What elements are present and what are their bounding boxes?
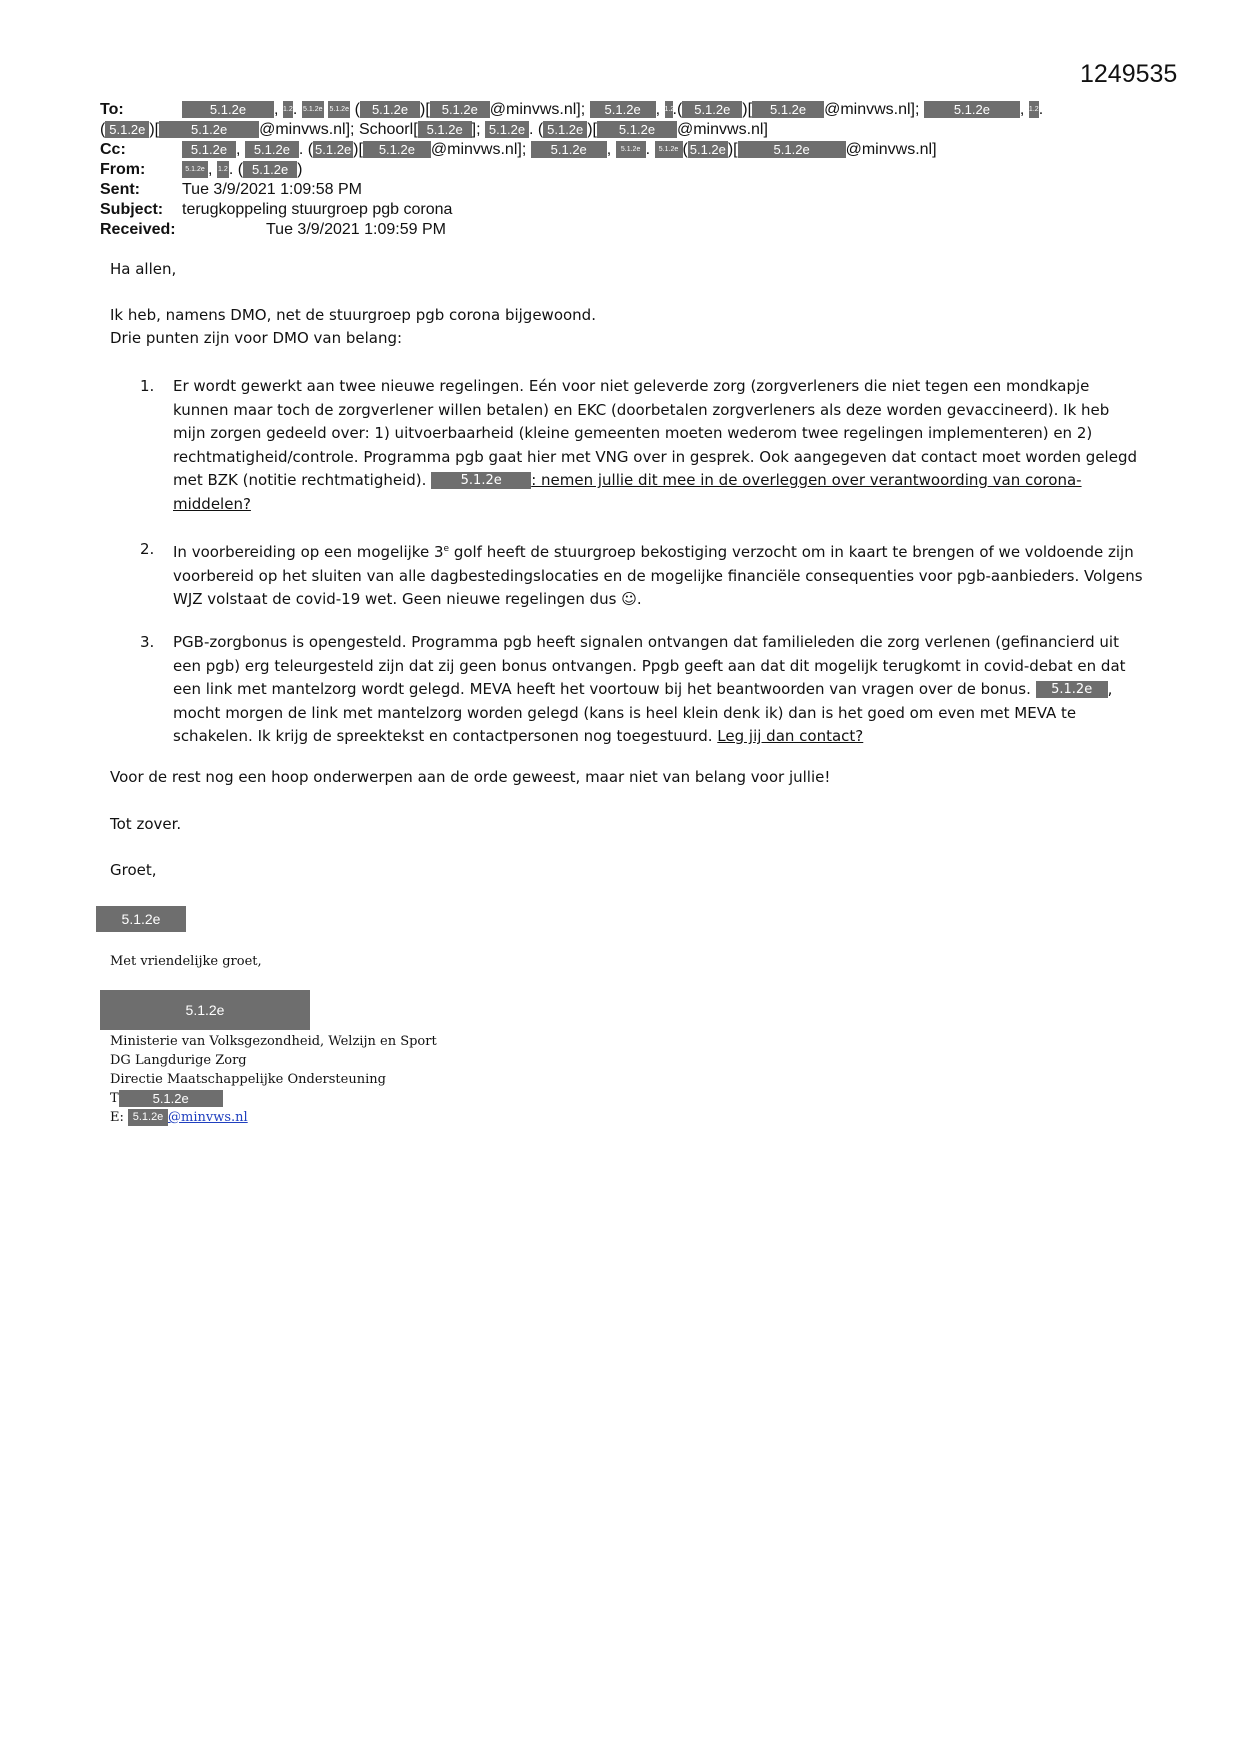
redaction-block: 5.1.2e — [430, 101, 490, 118]
email-domain: @minvws.nl]; — [489, 101, 586, 118]
list-item-text-a: Er wordt gewerkt aan twee nieuwe regelingen. Eén voor niet geleverde zorg (zorgverleners die niet tegen een mondkapje kunnen maar toch de zorgverlener willen betalen) en EKC (doorbetalen zorgverleners als deze worden gevaccineerd). Ik heb mijn zorgen gedeeld over: 1) uitvoerbaarheid (kleine gemeenten moeten wederom twee regelingen implementeren) en 2) rechtmatigheid/controle. Programma pgb gaat hier met VNG over in gesprek. Ook aangegeven dat contact moet worden gelegd met BZK (notitie rechtmatigheid). — [173, 377, 1137, 489]
sent-value: Tue 3/9/2021 1:09:58 PM — [182, 181, 362, 198]
redaction-block: 1.2 — [665, 101, 673, 118]
list-number: 2. — [140, 540, 155, 558]
to-recipients-2: ( 5.1.2e )[ 5.1.2e @minvws.nl]; Schoorl[ 5.1.2e ]; 5.1.2e . ( 5.1.2e )[ 5.1.2e @minvws.nl] — [100, 121, 768, 138]
list-item-text — [173, 631, 1143, 749]
redaction-block: 1.2 — [283, 101, 293, 118]
redaction-block: 5.1.2e — [119, 1090, 223, 1107]
redaction-block: 5.1.2e — [363, 141, 431, 158]
redaction-block: 5.1.2e — [159, 121, 259, 138]
phone-label: T — [110, 1091, 119, 1106]
redaction-block: 5.1.2e — [616, 141, 646, 158]
redaction-block: 5.1.2e — [689, 142, 726, 158]
redaction-block: 5.1.2e — [105, 121, 149, 138]
subject-label: Subject: — [100, 201, 164, 218]
to-recipients-1: 5.1.2e , 1.2. 5.1.2e 5.1.2e ( 5.1.2e )[ 5.1.2e @minvws.nl]; 5.1.2e , 1.2.( 5.1.2e )[ 5.1.2e @minvws.nl]; 5.1.2e , 1.2. — [182, 100, 1043, 120]
redaction-block: 5.1.2e — [682, 101, 742, 118]
rest-paragraph: Voor de rest nog een hoop onderwerpen aan de orde geweest, maar niet van belang voor jullie! — [110, 768, 831, 786]
list-item-text-a: In voorbereiding op een mogelijke 3 — [173, 543, 444, 561]
list-item-question: Leg jij dan contact? — [717, 727, 864, 745]
redaction-block: 5.1.2e — [1036, 681, 1108, 698]
document-number: 1249535 — [1080, 60, 1178, 88]
list-item-text-b: golf heeft de stuurgroep bekostiging verzocht om in kaart te brengen of we voldoende zijn voorbereid op het sluiten van alle dagbestedingslocaties en de mogelijke financiële consequenties voor pgb-aanbieders. Volgens WJZ volstaat de covid-19 wet. Geen nieuwe regelingen dus ☺. — [173, 543, 1143, 608]
signature-directie: Directie Maatschappelijke Ondersteuning — [110, 1072, 386, 1087]
redaction-block: 5.1.2e — [738, 141, 846, 158]
redaction-block: 5.1.2e — [924, 101, 1020, 118]
redaction-block: 5.1.2e — [182, 101, 274, 118]
from-sender: 5.1.2e , 1.2. ( 5.1.2e ) — [182, 160, 302, 180]
from-label: From: — [100, 161, 146, 178]
email-link[interactable]: @minvws.nl — [168, 1110, 248, 1125]
list-item-question: : nemen jullie dit mee in de overleggen over verantwoording van corona-middelen? — [173, 471, 1082, 513]
redaction-block: 5.1.2e — [315, 142, 352, 158]
cc-recipients: 5.1.2e , 5.1.2e . ( 5.1.2e )[ 5.1.2e @minvws.nl]; 5.1.2e , 5.1.2e . 5.1.2e ( 5.1.2e )[ 5.1.2e @minvws.nl] — [182, 140, 937, 160]
email-domain: @minvws.nl]; — [259, 121, 355, 138]
redaction-block: 5.1.2e — [543, 121, 587, 138]
list-number: 3. — [140, 633, 155, 651]
redaction-block: 5.1.2e — [182, 161, 208, 178]
recipient-name: Schoorl[ — [358, 121, 418, 138]
redaction-block: 5.1.2e — [182, 141, 236, 158]
sent-label: Sent: — [100, 181, 140, 198]
email-body-closing — [110, 766, 1140, 883]
list-item-text-b: , mocht morgen de link met mantelzorg worden gelegd (kans is heel klein denk ik) dan is het goed om even met MEVA te schakelen. Ik krijg de spreektekst en contactpersonen nog toegestuurd. — [173, 680, 1113, 745]
to-label: To: — [100, 101, 124, 118]
list-item-text — [173, 375, 1143, 516]
redaction-block: 5.1.2e — [485, 121, 529, 138]
list-number: 1. — [140, 377, 155, 395]
redaction-block: 5.1.2e — [590, 101, 656, 118]
redaction-block: 5.1.2e — [752, 101, 824, 118]
cc-label: Cc: — [100, 141, 126, 158]
redaction-block: 5.1.2e — [655, 141, 683, 158]
redaction-block: 1.2 — [1029, 101, 1039, 118]
tot-zover: Tot zover. — [110, 814, 182, 833]
signature-block — [110, 1032, 437, 1127]
subject-value: terugkoppeling stuurgroep pgb corona — [182, 201, 453, 218]
email-body-intro — [110, 258, 1140, 351]
signature-dg: DG Langdurige Zorg — [110, 1053, 247, 1068]
redaction-block: 5.1.2e — [531, 141, 607, 158]
email-domain: @minvws.nl]; — [824, 101, 920, 118]
signature-closing: Met vriendelijke groet, — [110, 954, 262, 969]
received-value: Tue 3/9/2021 1:09:59 PM — [266, 221, 446, 238]
received-label: Received: — [100, 221, 176, 238]
signature-email — [110, 1108, 437, 1127]
redaction-block: 5.1.2e — [328, 101, 350, 118]
redaction-block: 5.1.2e — [597, 121, 677, 138]
list-item-text — [173, 538, 1143, 612]
greeting: Ha allen, — [110, 260, 177, 278]
redaction-block: 1.2 — [217, 161, 229, 178]
email-domain: @minvws.nl] — [845, 141, 937, 158]
redaction-block: 5.1.2e — [245, 141, 299, 158]
redaction-block: 5.1.2e — [302, 101, 324, 118]
list-item-text-a: PGB-zorgbonus is opengesteld. Programma pgb heeft signalen ontvangen dat familieleden die zorg verlenen (gefinancierd uit een pgb) erg teleurgesteld zijn dat zij geen bonus ontvangen. Ppgb geeft aan dat dit mogelijk terugkomt in covid-debat en dat een link met mantelzorg wordt gelegd. MEVA heeft het voortouw bij het beantwoorden van vragen over de bonus. — [173, 633, 1126, 698]
signature-phone — [110, 1089, 437, 1108]
groet: Groet, — [110, 861, 157, 879]
redaction-block-signature: 5.1.2e — [100, 990, 310, 1030]
redaction-block: 5.1.2e — [360, 101, 420, 118]
redaction-block-signature-name: 5.1.2e — [96, 906, 186, 932]
redaction-block: 5.1.2e — [243, 161, 297, 178]
email-domain: @minvws.nl]; — [430, 141, 527, 158]
redaction-block: 5.1.2e — [431, 472, 531, 489]
intro-line-2: Drie punten zijn voor DMO van belang: — [110, 329, 403, 347]
superscript: e — [443, 544, 450, 554]
redaction-block: 5.1.2e — [418, 121, 472, 138]
redaction-block: 5.1.2e — [128, 1109, 168, 1126]
intro-line-1: Ik heb, namens DMO, net de stuurgroep pgb corona bijgewoond. — [110, 305, 596, 324]
email-domain: @minvws.nl] — [676, 121, 768, 138]
email-label: E: — [110, 1110, 124, 1125]
signature-ministry: Ministerie van Volksgezondheid, Welzijn en Sport — [110, 1034, 437, 1049]
